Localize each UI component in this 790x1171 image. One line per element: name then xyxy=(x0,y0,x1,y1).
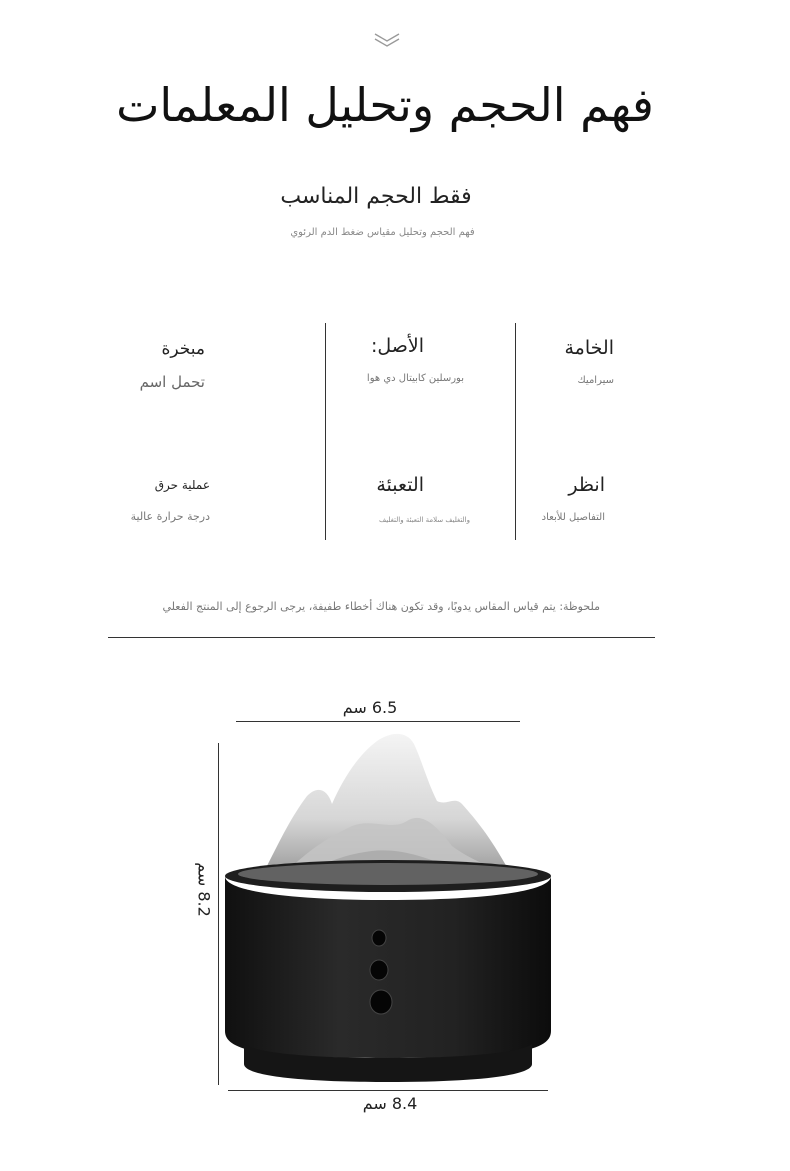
spec-title: التعبئة xyxy=(376,474,424,496)
spec-value: والتغليف سلامة التعبئة والتغليف xyxy=(378,516,470,524)
spec-title: الأصل: xyxy=(370,335,424,357)
spec-title: عملية حرق xyxy=(154,478,210,492)
bottom-width-line xyxy=(228,1090,548,1091)
spec-packaging xyxy=(330,474,470,524)
bottom-width-label: 8.4 سم xyxy=(362,1094,418,1113)
spec-firing xyxy=(120,478,210,523)
double-chevron-down-icon xyxy=(372,30,402,50)
divider xyxy=(325,323,326,540)
spec-value: درجة حرارة عالية xyxy=(130,510,210,523)
spec-type xyxy=(120,339,205,391)
section-divider xyxy=(108,637,655,638)
spec-value: تحمل اسم xyxy=(139,373,205,391)
spec-value: بورسلين كابيتال دي هوا xyxy=(366,373,464,384)
page-title: فهم الحجم وتحليل المعلمات xyxy=(116,78,654,132)
top-width-label: 6.5 سم xyxy=(342,698,398,717)
spec-view xyxy=(520,474,605,523)
section-subtitle: فقط الحجم المناسب xyxy=(280,184,472,209)
spec-value: سيراميك xyxy=(577,375,614,386)
spec-origin xyxy=(330,335,464,384)
height-label: 8.2 سم xyxy=(194,862,214,917)
top-width-line xyxy=(236,721,520,722)
divider xyxy=(515,323,516,540)
measurement-note: ملحوظة: يتم قياس المقاس يدويًا، وقد تكون هناك أخطاء طفيفة، يرجى الرجوع إلى المنتج الفعلي xyxy=(162,600,600,613)
spec-value: التفاصيل للأبعاد xyxy=(541,512,605,523)
section-caption: فهم الحجم وتحليل مقياس ضغط الدم الرئوي xyxy=(290,227,475,238)
spec-material xyxy=(520,337,614,386)
spec-title: الخامة xyxy=(564,337,614,359)
height-line xyxy=(218,743,219,1085)
spec-title: انظر xyxy=(568,474,605,496)
incense-burner-image xyxy=(222,726,552,1086)
spec-title: مبخرة xyxy=(161,339,205,359)
